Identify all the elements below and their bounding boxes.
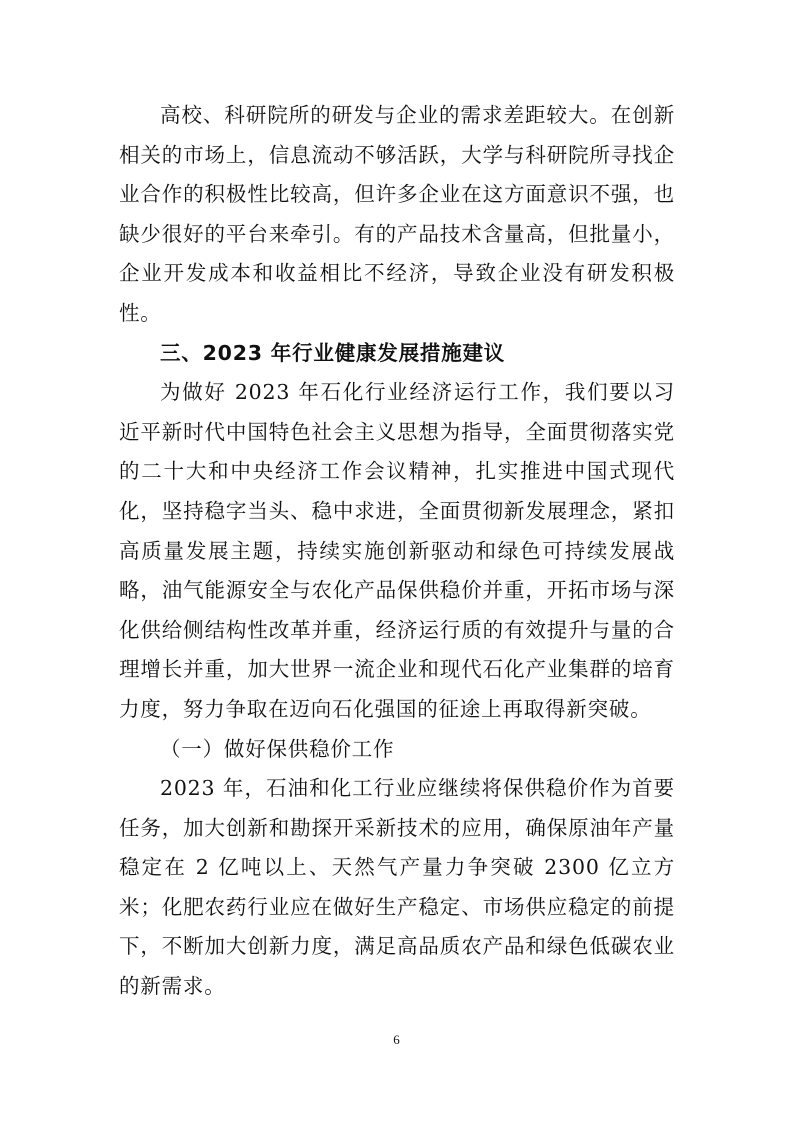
subsection-heading-supply-price: （一）做好保供稳价工作 [160, 736, 395, 761]
section-heading-measures: 三、2023 年行业健康发展措施建议 [160, 340, 506, 365]
page-number: 6 [393, 1032, 400, 1047]
paragraph-supply-price: 2023 年，石油和化工行业应继续将保供稳价作为首要任务，加大创新和勘探开采新技术的应用，确保原油年产量稳定在 2 亿吨以上、天然气产量力争突破 2300 亿立方米；化肥农药行业应在做好生产稳定、市场供应稳定的前提下，不断加大创新力度，满足高品质农产品和绿色低碳农业的新需求。 [119, 776, 675, 999]
paragraph-guiding-principles: 为做好 2023 年石化行业经济运行工作，我们要以习近平新时代中国特色社会主义思想为指导，全面贯彻落实党的二十大和中央经济工作会议精神，扎实推进中国式现代化，坚持稳字当头、稳中求进，全面贯彻新发展理念，紧扣高质量发展主题，持续实施创新驱动和绿色可持续发展战略，油气能源安全与农化产品保供稳价并重，开拓市场与深化供给侧结构性改革并重，经济运行质的有效提升与量的合理增长并重，加大世界一流企业和现代石化产业集群的培育力度，努力争取在迈向石化强国的征途上再取得新突破。 [119, 380, 675, 721]
paragraph-innovation-gap: 高校、科研院所的研发与企业的需求差距较大。在创新相关的市场上，信息流动不够活跃，大学与科研院所寻找企业合作的积极性比较高，但许多企业在这方面意识不强，也缺少很好的平台来牵引。有的产品技术含量高，但批量小，企业开发成本和收益相比不经济，导致企业没有研发积极性。 [119, 103, 675, 325]
document-body [119, 96, 675, 1007]
